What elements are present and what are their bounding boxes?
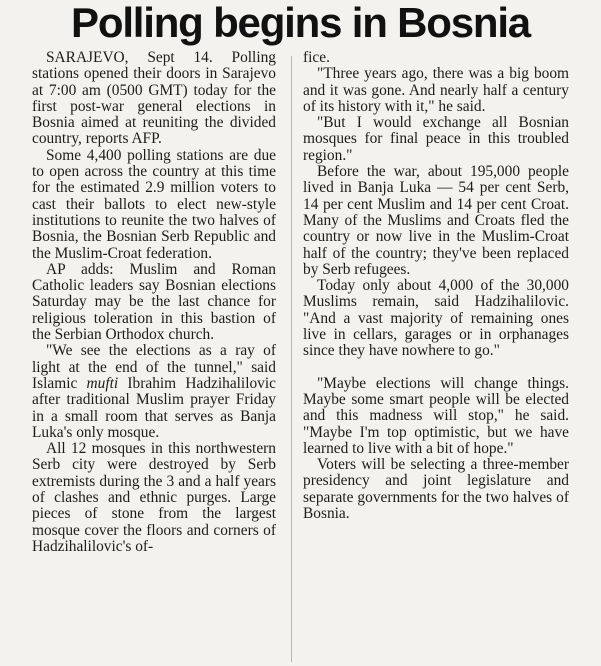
- headline: Polling begins in Bosnia: [71, 0, 530, 46]
- paragraph-ap-adds: AP adds: Muslim and Roman Catholic leaders say Bosnian elections Saturday may be the last chance for religious toleration in this bastion of the Serbian Orthodox church.: [32, 260, 276, 344]
- column-rule: [291, 56, 292, 662]
- paragraph-maybe-elections: "Maybe elections will change things. Maybe some smart people will be elected and this madness will stop," he said. "Maybe I'm top optimistic, but we have learned to live with a bit of hope.": [303, 374, 569, 457]
- article-column-right: [303, 50, 569, 666]
- paragraph-mosques-destroyed: All 12 mosques in this northwestern Serb city were destroyed by Serb extremists during the 3 and a half years of clashes and ethnic purges. Large pieces of stone from the largest mosque cover the floors and corners of Hadzihalilovic's of-: [32, 440, 276, 555]
- article-column-left: [32, 50, 276, 666]
- paragraph-muslims-remain: Today only about 4,000 of the 30,000 Muslims remain, said Hadzihalilovic. "And a vast majority of remaining ones live in cellars, garages or in orphanages since they have nowhere to go.": [303, 277, 569, 360]
- paragraph-quote-ray-of-light: [32, 343, 276, 441]
- mufti-term: mufti: [86, 374, 119, 392]
- paragraph-polling-stations: Some 4,400 polling stations are due to open across the country at this time for the estimated 2.9 million voters to cast their ballots to elect new-style institutions to reunite the two halves of Bosnia, the Bosnian Serb Republic and the Muslim-Croat federation.: [32, 146, 276, 262]
- paragraph-big-boom: "Three years ago, there was a big boom and it was gone. And nearly half a century of its history with it," he said.: [303, 65, 569, 115]
- paragraph-exchange-mosques: "But I would exchange all Bosnian mosques for final peace in this troubled region.": [303, 114, 569, 164]
- paragraph-voters: Voters will be selecting a three-member presidency and joint legislature and separate governments for the two halves of Bosnia.: [303, 456, 569, 523]
- quote-text: "We see the elections as a ray of light at the end of the tunnel," said Islamic: [32, 342, 276, 392]
- paragraph-before-war: Before the war, about 195,000 people lived in Banja Luka — 54 per cent Serb, 14 per cent Muslim and 14 per cent Croat. Many of the Muslims and Croats fled the country or now live in the Muslim-Croat half of the country; they've been replaced by Serb refugees.: [303, 163, 569, 278]
- page-edge: [588, 0, 601, 666]
- paragraph-dateline: SARAJEVO, Sept 14. Polling stations opened their doors in Sarajevo at 7:00 am (0500 GMT) today for the first post-war general elections in Bosnia aimed at reuniting the divided country, reports AFP.: [32, 50, 276, 148]
- paragraph-continuation: fice.: [303, 50, 330, 66]
- quote-attribution: Ibrahim Hadzihalilovic after traditional Muslim prayer Friday in a small room that serves as Banja Luka's only mosque.: [32, 374, 276, 441]
